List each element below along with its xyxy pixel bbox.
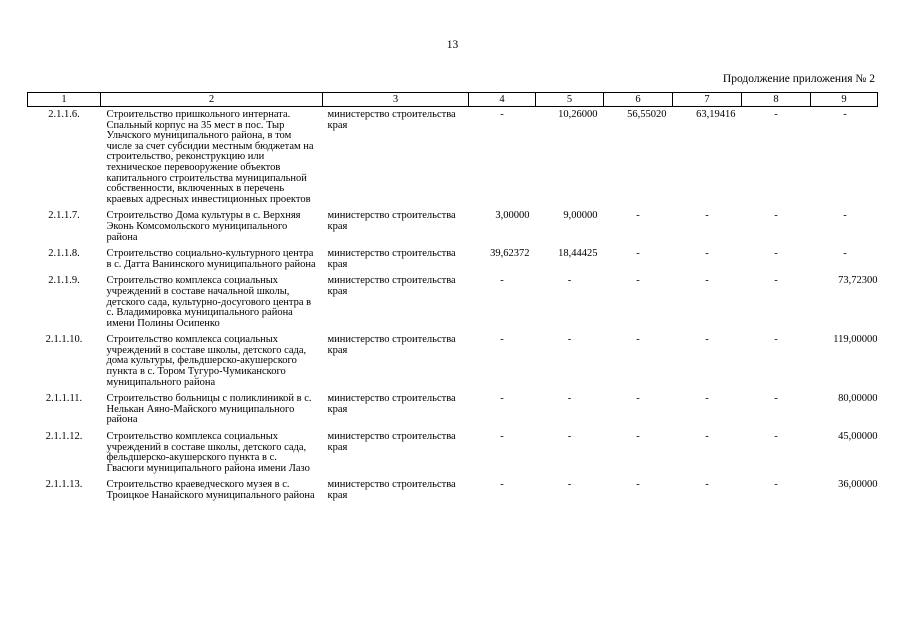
value-col9: 45,00000 [838, 431, 878, 443]
value-col7: - [705, 479, 709, 491]
item-name: Строительство краеведческого музея в с. Троицкое Нанайского муниципального района [106, 479, 315, 501]
item-number: 2.1.1.10. [45, 334, 83, 346]
item-number: 2.1.1.7. [48, 210, 80, 222]
value-col7: 63,19416 [696, 109, 736, 120]
item-name: Строительство Дома культуры в с. Верхняя Эконь Комсомольского муниципального района [106, 210, 301, 243]
page-number: 13 [446, 39, 459, 51]
table-row [28, 208, 878, 246]
item-name: Строительство социально-культурного центра в с. Датта Ванинского муниципального района [106, 248, 316, 270]
responsible-org: министерство строительства края [327, 248, 456, 270]
value-col9: 36,00000 [838, 479, 878, 491]
value-col8: - [774, 479, 778, 491]
column-number-header: 3 [323, 93, 469, 107]
value-col7: - [705, 393, 709, 405]
value-col6: - [636, 275, 640, 287]
column-number-header: 6 [604, 93, 673, 107]
value-col4: - [500, 275, 504, 287]
value-col8: - [774, 431, 778, 443]
table-row [28, 391, 878, 429]
responsible-org: министерство строительства края [327, 334, 456, 356]
table-row [28, 477, 878, 504]
value-col9: - [843, 248, 847, 260]
value-col8: - [774, 210, 778, 222]
responsible-org: министерство строительства края [327, 431, 456, 453]
value-col6: - [636, 334, 640, 346]
column-number-header-row [28, 93, 878, 107]
value-col6: - [636, 248, 640, 260]
value-col5: - [567, 431, 572, 443]
value-col4: - [500, 431, 504, 443]
value-col9: - [843, 109, 847, 120]
value-col5: 18,44425 [558, 248, 598, 260]
column-number-header: 5 [536, 93, 604, 107]
item-name: Строительство больницы с поликлиникой в с. Нелькан Аяно-Майского муниципального района [106, 393, 312, 426]
value-col7: - [705, 275, 709, 287]
table-row [28, 429, 878, 477]
value-col9: 80,00000 [838, 393, 878, 405]
item-number: 2.1.1.6. [48, 109, 80, 120]
value-col7: - [705, 334, 709, 346]
value-col8: - [774, 393, 778, 405]
continuation-label: Продолжение приложения № 2 [722, 73, 875, 85]
column-number-header: 9 [811, 93, 878, 107]
responsible-org: министерство строительства края [327, 393, 456, 415]
table-row [28, 332, 878, 391]
value-col8: - [774, 275, 778, 287]
table-row [28, 107, 878, 209]
responsible-org: министерство строительства края [327, 479, 456, 501]
value-col9: 73,72300 [838, 275, 878, 287]
value-col7: - [705, 248, 709, 260]
column-number-header: 7 [673, 93, 742, 107]
column-number-header: 4 [469, 93, 536, 107]
item-name: Строительство комплекса социальных учреждений в составе школы, детского сада, дома культуры, фельдшерско-акушерского пункта в с. Тором Тугуро-Чумиканского муниципального района [106, 334, 307, 388]
value-col9: - [843, 210, 847, 222]
item-number: 2.1.1.8. [48, 248, 80, 260]
item-number: 2.1.1.13. [45, 479, 83, 491]
value-col4: - [500, 109, 504, 120]
value-col8: - [774, 109, 778, 120]
value-col5: - [567, 479, 572, 491]
value-col7: - [705, 210, 709, 222]
value-col5: 10,26000 [558, 109, 598, 120]
value-col4: - [500, 479, 504, 491]
value-col5: - [567, 275, 572, 287]
value-col5: - [567, 334, 572, 346]
appendix-table [27, 92, 878, 505]
column-number-header: 8 [742, 93, 811, 107]
value-col4: - [500, 393, 504, 405]
value-col4: 39,62372 [490, 248, 530, 260]
value-col9: 119,00000 [833, 334, 878, 346]
value-col6: - [636, 210, 640, 222]
responsible-org: министерство строительства края [327, 275, 456, 297]
value-col5: - [567, 393, 572, 405]
value-col6: 56,55020 [627, 109, 667, 120]
responsible-org: министерство строительства края [327, 210, 456, 232]
item-name: Строительство комплекса социальных учреждений в составе начальной школы, детского сада, культурно-досугового центра в с. Владимировка муниципального района имени Полины Осипенко [106, 275, 312, 329]
value-col6: - [636, 393, 640, 405]
value-col6: - [636, 479, 640, 491]
column-number-header: 1 [28, 93, 101, 107]
value-col7: - [705, 431, 709, 443]
value-col8: - [774, 334, 778, 346]
item-number: 2.1.1.9. [48, 275, 80, 287]
value-col6: - [636, 431, 640, 443]
responsible-org: министерство строительства края [327, 109, 456, 131]
table-row [28, 273, 878, 332]
value-col4: 3,00000 [495, 210, 530, 222]
item-number: 2.1.1.12. [45, 431, 83, 443]
table-row [28, 246, 878, 273]
value-col5: 9,00000 [563, 210, 598, 222]
column-number-header: 2 [101, 93, 323, 107]
value-col8: - [774, 248, 778, 260]
item-name: Строительство комплекса социальных учреждений в составе школы, детского сада, фельдшерско-акушерского пункта в с. Гвасюги муниципального района имени Лазо [106, 431, 310, 474]
item-number: 2.1.1.11. [45, 393, 83, 405]
item-name: Строительство пришкольного интерната. Спальный корпус на 35 мест в пос. Тыр Ульчского муниципального района, в том числе за счет субсидии местным бюджетам на строительство, реконструкцию или техническое перевооружение объектов капитального строительства муниципальной собственности, включенных в перечень краевых адресных инвестиционных проектов [106, 109, 314, 205]
value-col4: - [500, 334, 504, 346]
